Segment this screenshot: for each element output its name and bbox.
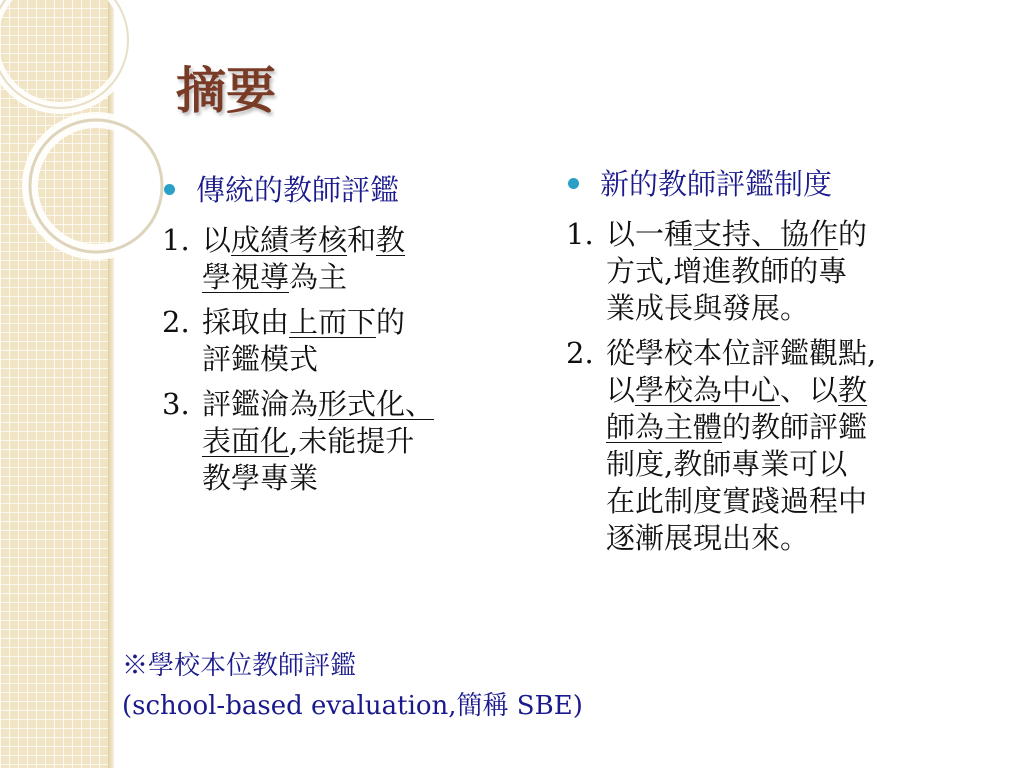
- text-line: [202, 423, 522, 460]
- text-line: [202, 460, 522, 497]
- item-number: 1.: [162, 223, 190, 257]
- text-line: [606, 335, 986, 372]
- text-segment: 制度,教師專業可以: [606, 447, 848, 481]
- list-item: [566, 216, 986, 327]
- text-line: [202, 341, 522, 378]
- text-segment: 和: [347, 223, 377, 257]
- text-line: [202, 259, 522, 296]
- text-segment: 方式,增進教師的專: [606, 254, 848, 288]
- text-line: [202, 222, 522, 259]
- text-segment: 的: [838, 217, 868, 251]
- text-line: [606, 409, 986, 446]
- text-segment: 以: [606, 373, 636, 407]
- list-item: [162, 222, 522, 296]
- item-number: 2.: [566, 336, 594, 370]
- traditional-evaluation-column: [162, 170, 522, 505]
- text-segment: 教學專業: [202, 461, 319, 495]
- item-number: 2.: [162, 305, 190, 339]
- text-line: [606, 372, 986, 409]
- text-segment: 的: [376, 305, 406, 339]
- text-segment: 從學校本位評鑑觀點,: [606, 336, 877, 370]
- new-heading: [566, 164, 986, 204]
- text-segment: 、以: [780, 373, 839, 407]
- underlined-text: 上而下: [289, 305, 377, 339]
- text-line: [202, 386, 522, 423]
- underlined-text: 形式化、: [318, 387, 435, 421]
- text-segment: 逐漸展現出來。: [606, 521, 810, 555]
- text-segment: ,未能提升: [289, 424, 415, 458]
- text-line: [606, 446, 986, 483]
- text-segment: 業成長與發展。: [606, 291, 810, 325]
- text-segment: 以一種: [606, 217, 694, 251]
- underlined-text: 支持、協作: [693, 217, 839, 251]
- new-items: [566, 216, 986, 557]
- underlined-text: 教: [376, 223, 406, 257]
- new-evaluation-column: [566, 164, 986, 565]
- item-number: 1.: [566, 217, 594, 251]
- underlined-text: 成績考核: [231, 223, 348, 257]
- text-line: [606, 216, 986, 253]
- list-item: [162, 304, 522, 378]
- text-segment: 為主: [289, 260, 348, 294]
- text-line: [202, 304, 522, 341]
- underlined-text: 學視導: [202, 260, 290, 294]
- traditional-heading-text: 傳統的教師評鑑: [196, 173, 400, 207]
- bullet-dot-icon: [568, 178, 579, 189]
- new-heading-text: 新的教師評鑑制度: [600, 167, 833, 201]
- text-segment: 的教師評鑑: [722, 410, 868, 444]
- list-item: [162, 386, 522, 497]
- text-segment: 採取由: [202, 305, 290, 339]
- page-title: 摘要: [176, 62, 276, 120]
- text-line: [606, 253, 986, 290]
- traditional-items: [162, 222, 522, 497]
- underlined-text: 學校為中心: [635, 373, 781, 407]
- underlined-text: 教: [838, 373, 868, 407]
- text-segment: 評鑑模式: [202, 342, 319, 376]
- footer-note: [122, 646, 583, 726]
- underlined-text: 師為主體: [606, 410, 723, 444]
- bullet-dot-icon: [164, 184, 175, 195]
- footer-line-1: ※學校本位教師評鑑: [122, 651, 357, 681]
- text-line: [606, 520, 986, 557]
- text-segment: 在此制度實踐過程中: [606, 484, 868, 518]
- footer-line-2: (school-based evaluation,簡稱 SBE): [122, 691, 583, 721]
- text-segment: 評鑑淪為: [202, 387, 319, 421]
- text-line: [606, 483, 986, 520]
- traditional-heading: [162, 170, 522, 210]
- text-line: [606, 290, 986, 327]
- underlined-text: 表面化: [202, 424, 290, 458]
- list-item: [566, 335, 986, 557]
- item-number: 3.: [162, 387, 190, 421]
- text-segment: 以: [202, 223, 232, 257]
